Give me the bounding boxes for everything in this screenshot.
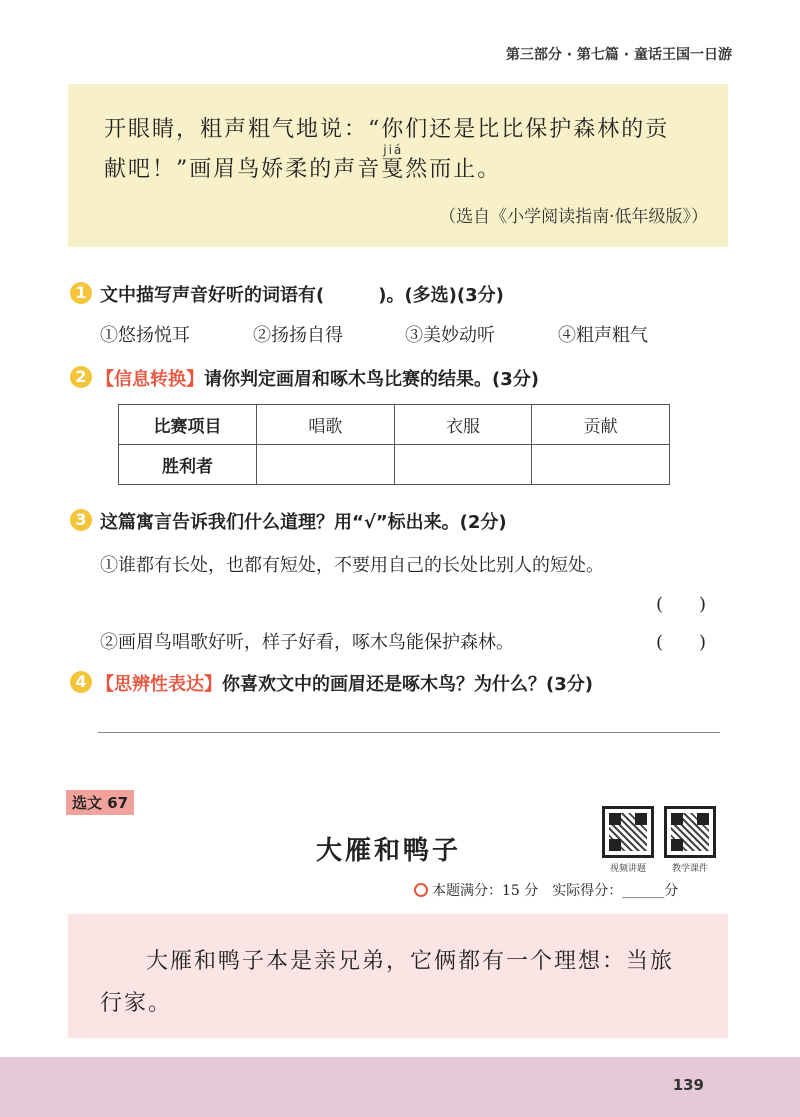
annotated-char-text: 戛: [381, 157, 406, 182]
passage2-line-2: 行家。: [100, 991, 173, 1016]
qr-courseware[interactable]: [664, 806, 716, 874]
answer-paren-1[interactable]: ( ): [656, 594, 707, 615]
question-tag: 【思辨性表达】: [96, 674, 222, 695]
page-number: 139: [672, 1076, 704, 1094]
answer-option-1: ①谁都有长处，也都有短处，不要用自己的长处比别人的短处。: [100, 555, 604, 576]
score-text: 本题满分：15 分 实际得分：______分: [432, 883, 679, 899]
passage2-line-1: 大雁和鸭子本是亲兄弟，它俩都有一个理想：当旅: [146, 949, 675, 974]
option-4: ④粗声粗气: [558, 325, 648, 346]
passage-line-1: 开眼睛，粗声粗气地说：“你们还是比比保护森林的贡: [104, 117, 670, 142]
option-2: ②扬扬自得: [253, 325, 343, 346]
answer-cell[interactable]: [257, 445, 395, 485]
article-title: 大雁和鸭子: [316, 836, 462, 866]
table-header-cell: 胜利者: [119, 445, 257, 485]
clock-icon: [414, 883, 428, 897]
question-tag: 【信息转换】: [96, 369, 204, 390]
table-cell: 唱歌: [257, 405, 395, 445]
answer-option-2: ②画眉鸟唱歌好听，样子好看，啄木鸟能保护森林。: [100, 632, 514, 653]
annotated-char: [381, 143, 406, 182]
table-row: [119, 445, 670, 485]
question-text: 这篇寓言告诉我们什么道理？用“√”标出来。(2分): [100, 512, 507, 533]
question-line: [96, 365, 539, 391]
qr-caption: 视频讲题: [609, 864, 646, 874]
section-badge: 选文 67: [66, 790, 134, 815]
question-text: 文中描写声音好听的词语有( )。(多选)(3分): [100, 285, 504, 306]
option-1: ①悠扬悦耳: [100, 325, 190, 346]
qr-video[interactable]: [602, 806, 654, 874]
passage-line-2: [104, 143, 502, 183]
answer-paren-2[interactable]: ( ): [656, 632, 707, 653]
passage-text: 然而止。: [405, 157, 502, 182]
table-cell: 衣服: [394, 405, 532, 445]
question-number: 1: [70, 282, 92, 304]
answer-line[interactable]: [98, 732, 720, 733]
question-line: [96, 670, 593, 696]
passage-text: 献吧！”画眉鸟娇柔的声音: [104, 157, 382, 182]
table-cell: 贡献: [532, 405, 670, 445]
score-line: [414, 880, 678, 900]
qr-code-icon: [602, 806, 654, 858]
qr-code-icon: [664, 806, 716, 858]
question-number: 2: [70, 366, 92, 388]
qr-caption: 教学课件: [671, 864, 708, 874]
pinyin-annotation: jiá: [383, 143, 404, 157]
source-citation: （选自《小学阅读指南·低年级版》）: [439, 207, 708, 227]
answer-cell[interactable]: [394, 445, 532, 485]
question-text: 请你判定画眉和啄木鸟比赛的结果。(3分): [204, 369, 539, 390]
table-row: [119, 405, 670, 445]
answer-cell[interactable]: [532, 445, 670, 485]
question-text: 你喜欢文中的画眉还是啄木鸟？为什么？(3分): [222, 674, 593, 695]
breadcrumb: 第三部分 · 第七篇 · 童话王国一日游: [505, 47, 732, 63]
passage-box-2: [68, 914, 728, 1038]
question-number: 4: [70, 671, 92, 693]
table-header-cell: 比赛项目: [119, 405, 257, 445]
option-3: ③美妙动听: [405, 325, 495, 346]
question-number: 3: [70, 509, 92, 531]
result-table: [118, 404, 670, 485]
